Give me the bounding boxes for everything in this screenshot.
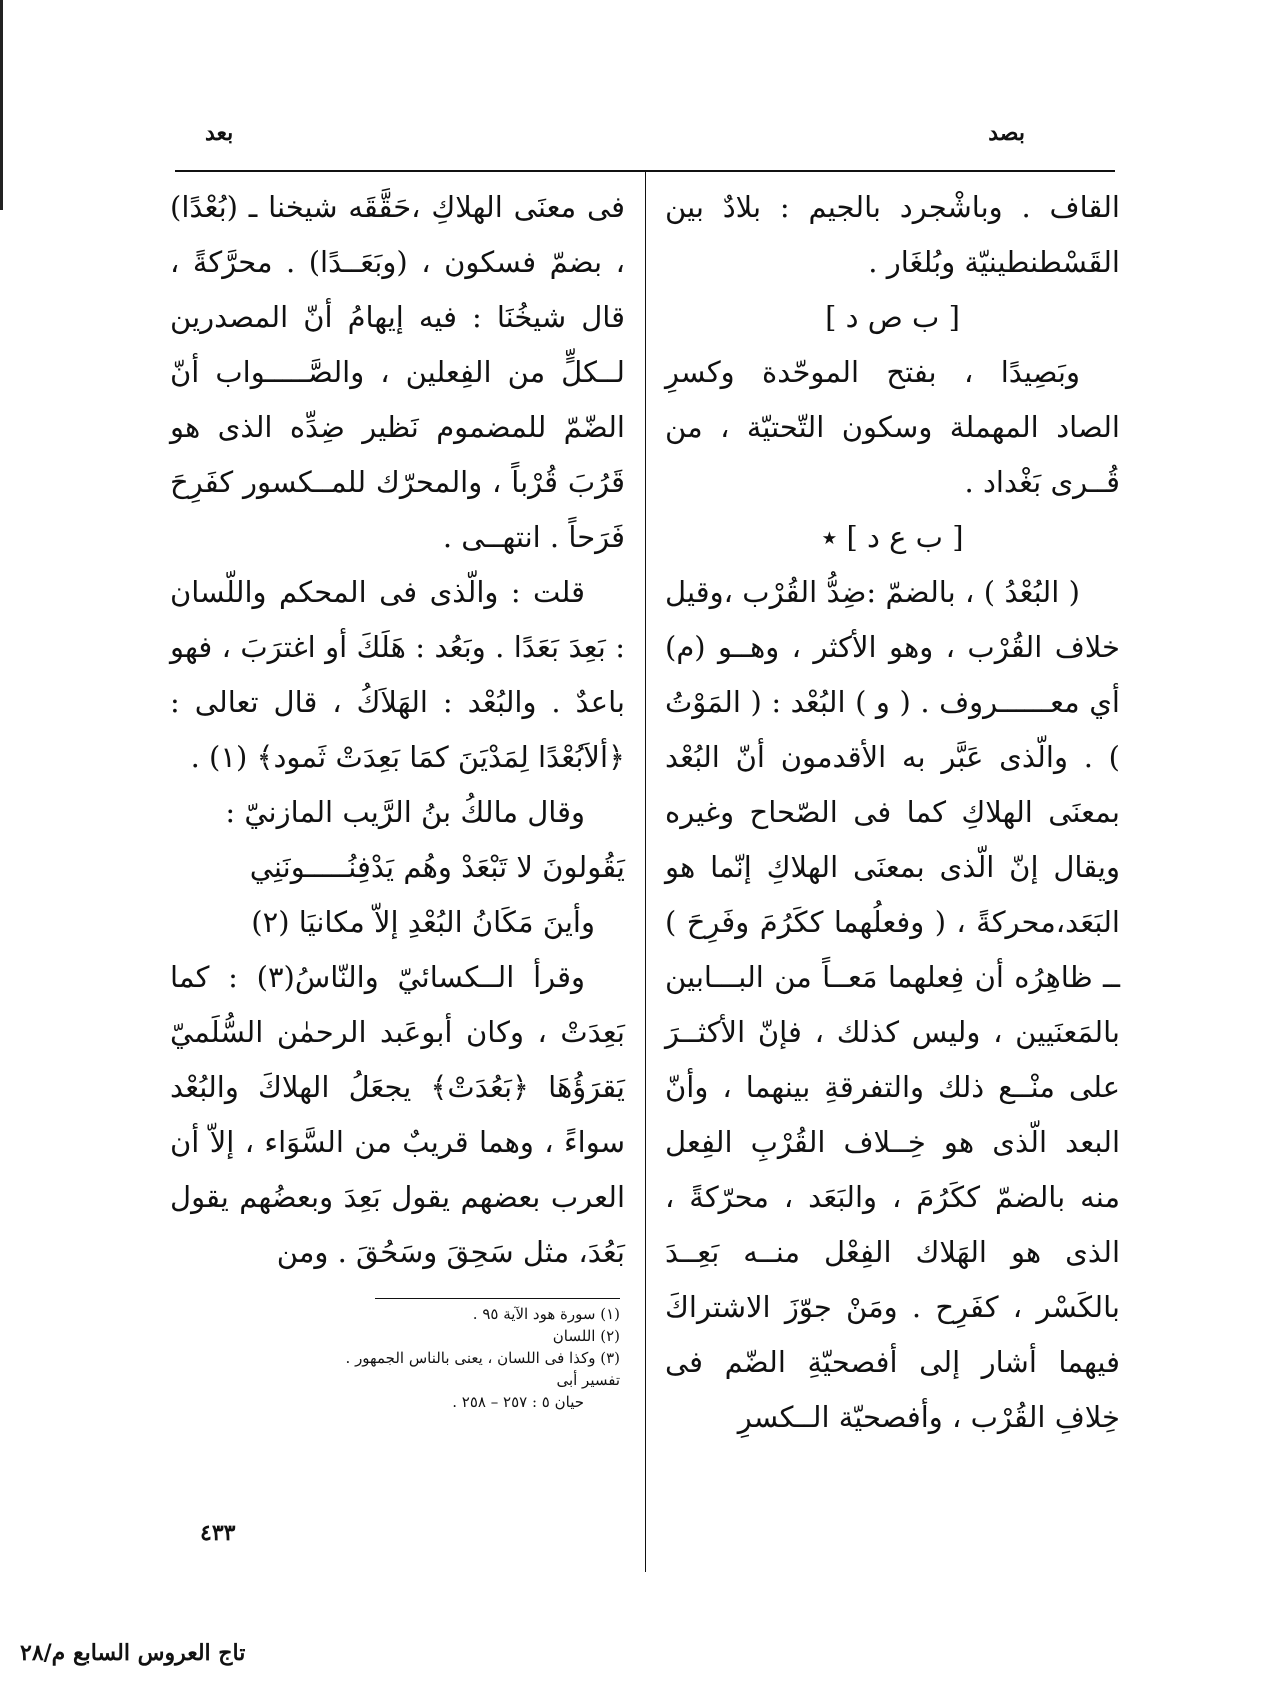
paragraph: القاف . وباشْجرد بالجيم : بلادٌ بين القَسْطنطينيّة وبُلغَار . bbox=[665, 190, 1120, 279]
verse-line-2: وأينَ مَكَانُ البُعْدِ إلاّ مكانيَا (٢) bbox=[251, 905, 595, 939]
paragraph: ( البُعْدُ ) ، بالضمّ :ضِدُّ القُرْب ،وقيل خلاف القُرْب ، وهو الأكثر ، وهــو (م) أي معــــــروف . ( و ) البُعْد : ( المَوْتُ ) . والّذى عَبَّر به الأقدمون أنّ البُعْد بمعنَى الهلاكِ كما فى الصّحاح وغيره ويقال إنّ الّذى بمعنَى الهلاكِ إنّما هو البَعَد،محركةً ، ( وفعلُهما ككَرُمَ وفَرِحَ ) ــ ظاهِرُه أن فِعلهما مَعــاً من البـــابين بالمَعنَيين ، وليس كذلك ، فإنّ الأكثــرَ على منْــع ذلك والتفرقةِ بينهما ، وأنّ البعد الّذى هو خِــلاف القُرْبِ الفِعل منه بالضمّ ككَرُمَ ، والبَعَد ، محرّكةً ، الذى هو الهَلاك الفِعْل منــه بَعِــدَ بالكَسْر ، كفَرِح . ومَنْ جوّزَ الاشتراكَ فيهما أشار إلى أفصحيّةِ الضّم فى خِلافِ القُرْب ، وأفصحيّة الــكسرِ bbox=[665, 575, 1120, 1434]
paragraph: وقال مالكُ بنُ الرَّيب المازنيّ : bbox=[225, 795, 585, 829]
column-divider bbox=[645, 172, 646, 1572]
paragraph: وقرأ الــكسائيّ والنّاسُ(٣) : كما بَعِدَتْ ، وكان أبوعَبد الرحمٰن السُّلَميّ يَقرَؤُهَا ﴿بَعُدَتْ﴾ يجعَلُ الهلاكَ والبُعْد سواءً ، وهما قريبٌ من السَّوَاء ، إلاّ أن العرب بعضهم يقول بَعِدَ وبعضُهم يقول بَعُدَ، مثل سَحِقَ وسَحُقَ . ومن bbox=[170, 960, 625, 1269]
page-edge-line bbox=[0, 0, 3, 210]
verse-line-1: يَقُولونَ لا تَبْعَدْ وهُم يَدْفِنُـــــونَنِي bbox=[249, 850, 625, 884]
paragraph: وبَصِيدًا ، بفتح الموحّدة وكسرِ الصاد المهملة وسكون التّحتيّة ، من قُــرى بَغْداد . bbox=[665, 355, 1120, 499]
paragraph: فى معنَى الهلاكِ ،حَقَّقَه شيخنا ـ (بُعْدًا) ، بضمّ فسكون ، (وبَعَــدًا) . محرَّكةً ، قال شيخُنَا : فيه إيهامُ أنّ المصدرين لــكلٍّ من الفِعلين ، والصَّـــــواب أنّ الضّمّ للمضموم نَظير ضِدِّه الذى هو قَرُبَ قُرْباً ، والمحرّك للمــكسور كفَرِحَ فَرَحاً . انتهــى . bbox=[170, 190, 625, 554]
footnote-2: (٢) اللسان bbox=[552, 1327, 620, 1345]
entry-heading-bad: [ ب ع د ] ٭ bbox=[821, 520, 964, 554]
footnote-rule bbox=[375, 1298, 620, 1299]
right-column bbox=[665, 180, 1120, 1445]
book-signature: تاج العروس السابع م/٢٨ bbox=[20, 1640, 246, 1666]
footnote-1: (١) سورة هود الآية ٩٥ . bbox=[472, 1305, 620, 1323]
page-number: ٤٣٣ bbox=[200, 1520, 236, 1546]
left-column bbox=[170, 180, 625, 1280]
footnote-3-continued: حيان ٥ : ٢٥٧ – ٢٥٨ . bbox=[452, 1393, 584, 1411]
footnote-3: (٣) وكذا فى اللسان ، يعنى بالناس الجمهور . تفسير أبى bbox=[345, 1349, 620, 1389]
footnotes bbox=[320, 1303, 620, 1413]
running-head-right: بصد bbox=[988, 120, 1025, 146]
entry-heading-bsd: [ ب ص د ] bbox=[825, 300, 960, 334]
paragraph: قلت : والّذى فى المحكم واللّسان : بَعِدَ بَعَدًا . وبَعُد : هَلَكَ أو اغترَبَ ، فهو باعدٌ . والبُعْد : الهَلاَكُ ، قال تعالى : ﴿ألاَبُعْدًا لِمَدْيَنَ كمَا بَعِدَتْ ثَمود﴾ (١) . bbox=[170, 575, 625, 774]
running-head-left: بعد bbox=[205, 120, 234, 146]
